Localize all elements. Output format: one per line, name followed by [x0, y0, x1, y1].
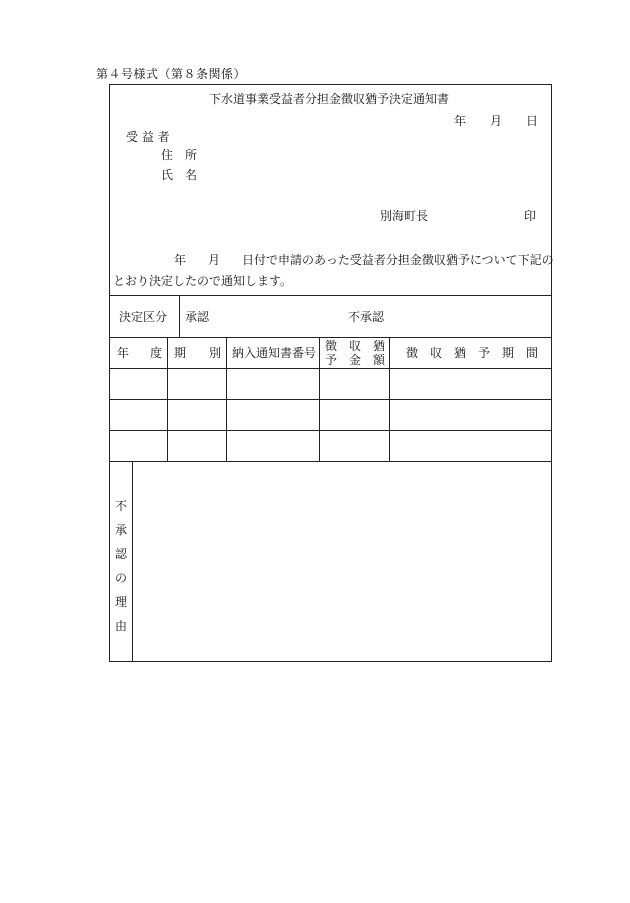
issuer-title: 別海町長: [380, 209, 429, 223]
body-year: 年: [174, 253, 187, 267]
decision-reject: 不承認: [348, 310, 385, 324]
reason-label-char-5: 理: [115, 595, 128, 609]
table-col-divider-4: [389, 337, 390, 461]
decision-approve: 承認: [185, 310, 210, 324]
date-year-label: 年: [454, 114, 467, 128]
header-amount-top: 徴 収 猶: [325, 339, 386, 353]
body-text-line2: とおり決定したので通知します。: [113, 274, 293, 288]
divider-decision-label: [179, 295, 180, 337]
table-row-line-2: [109, 430, 552, 431]
body-text-line1: 日付で申請のあった受益者分担金徴収猶予について下記の: [242, 253, 554, 267]
header-year-1: 年: [117, 346, 130, 360]
table-bottom-line: [109, 461, 552, 462]
reason-label-char-3: 認: [115, 547, 128, 561]
table-row-line-1: [109, 399, 552, 400]
table-col-divider-3: [319, 337, 320, 461]
table-top-line: [109, 337, 552, 338]
reason-label-char-1: 不: [115, 499, 128, 513]
reason-label-char-2: 承: [115, 523, 128, 537]
recipient-label: 受 益 者: [126, 130, 170, 144]
decision-label: 決定区分: [119, 310, 168, 324]
header-amount-bottom: 予 金 額: [325, 353, 386, 367]
table-col-divider-1: [167, 337, 168, 461]
reason-label-divider: [132, 461, 133, 662]
recipient-name-label: 氏 名: [161, 168, 198, 182]
form-number-label: 第４号様式（第８条関係）: [96, 67, 247, 81]
body-month: 月: [208, 253, 221, 267]
divider-decision-top: [109, 295, 552, 296]
table-header-bottom-line: [109, 368, 552, 369]
header-period-2: 別: [209, 346, 222, 360]
issuer-seal: 印: [524, 209, 537, 223]
document-title: 下水道事業受益者分担金徴収猶予決定通知書: [209, 92, 450, 106]
header-year-2: 度: [150, 346, 163, 360]
reason-label-char-4: の: [115, 571, 128, 585]
recipient-address-label: 住 所: [161, 148, 198, 162]
table-col-divider-2: [226, 337, 227, 461]
header-period-1: 期: [174, 346, 187, 360]
date-month-label: 月: [490, 114, 503, 128]
date-day-label: 日: [526, 114, 539, 128]
header-notice-number: 納入通知書番号: [232, 346, 317, 360]
reason-input-area[interactable]: [140, 470, 545, 655]
header-deferral-period: 徴 収 猶 予 期 間: [406, 346, 539, 360]
reason-label-char-6: 由: [115, 619, 128, 633]
